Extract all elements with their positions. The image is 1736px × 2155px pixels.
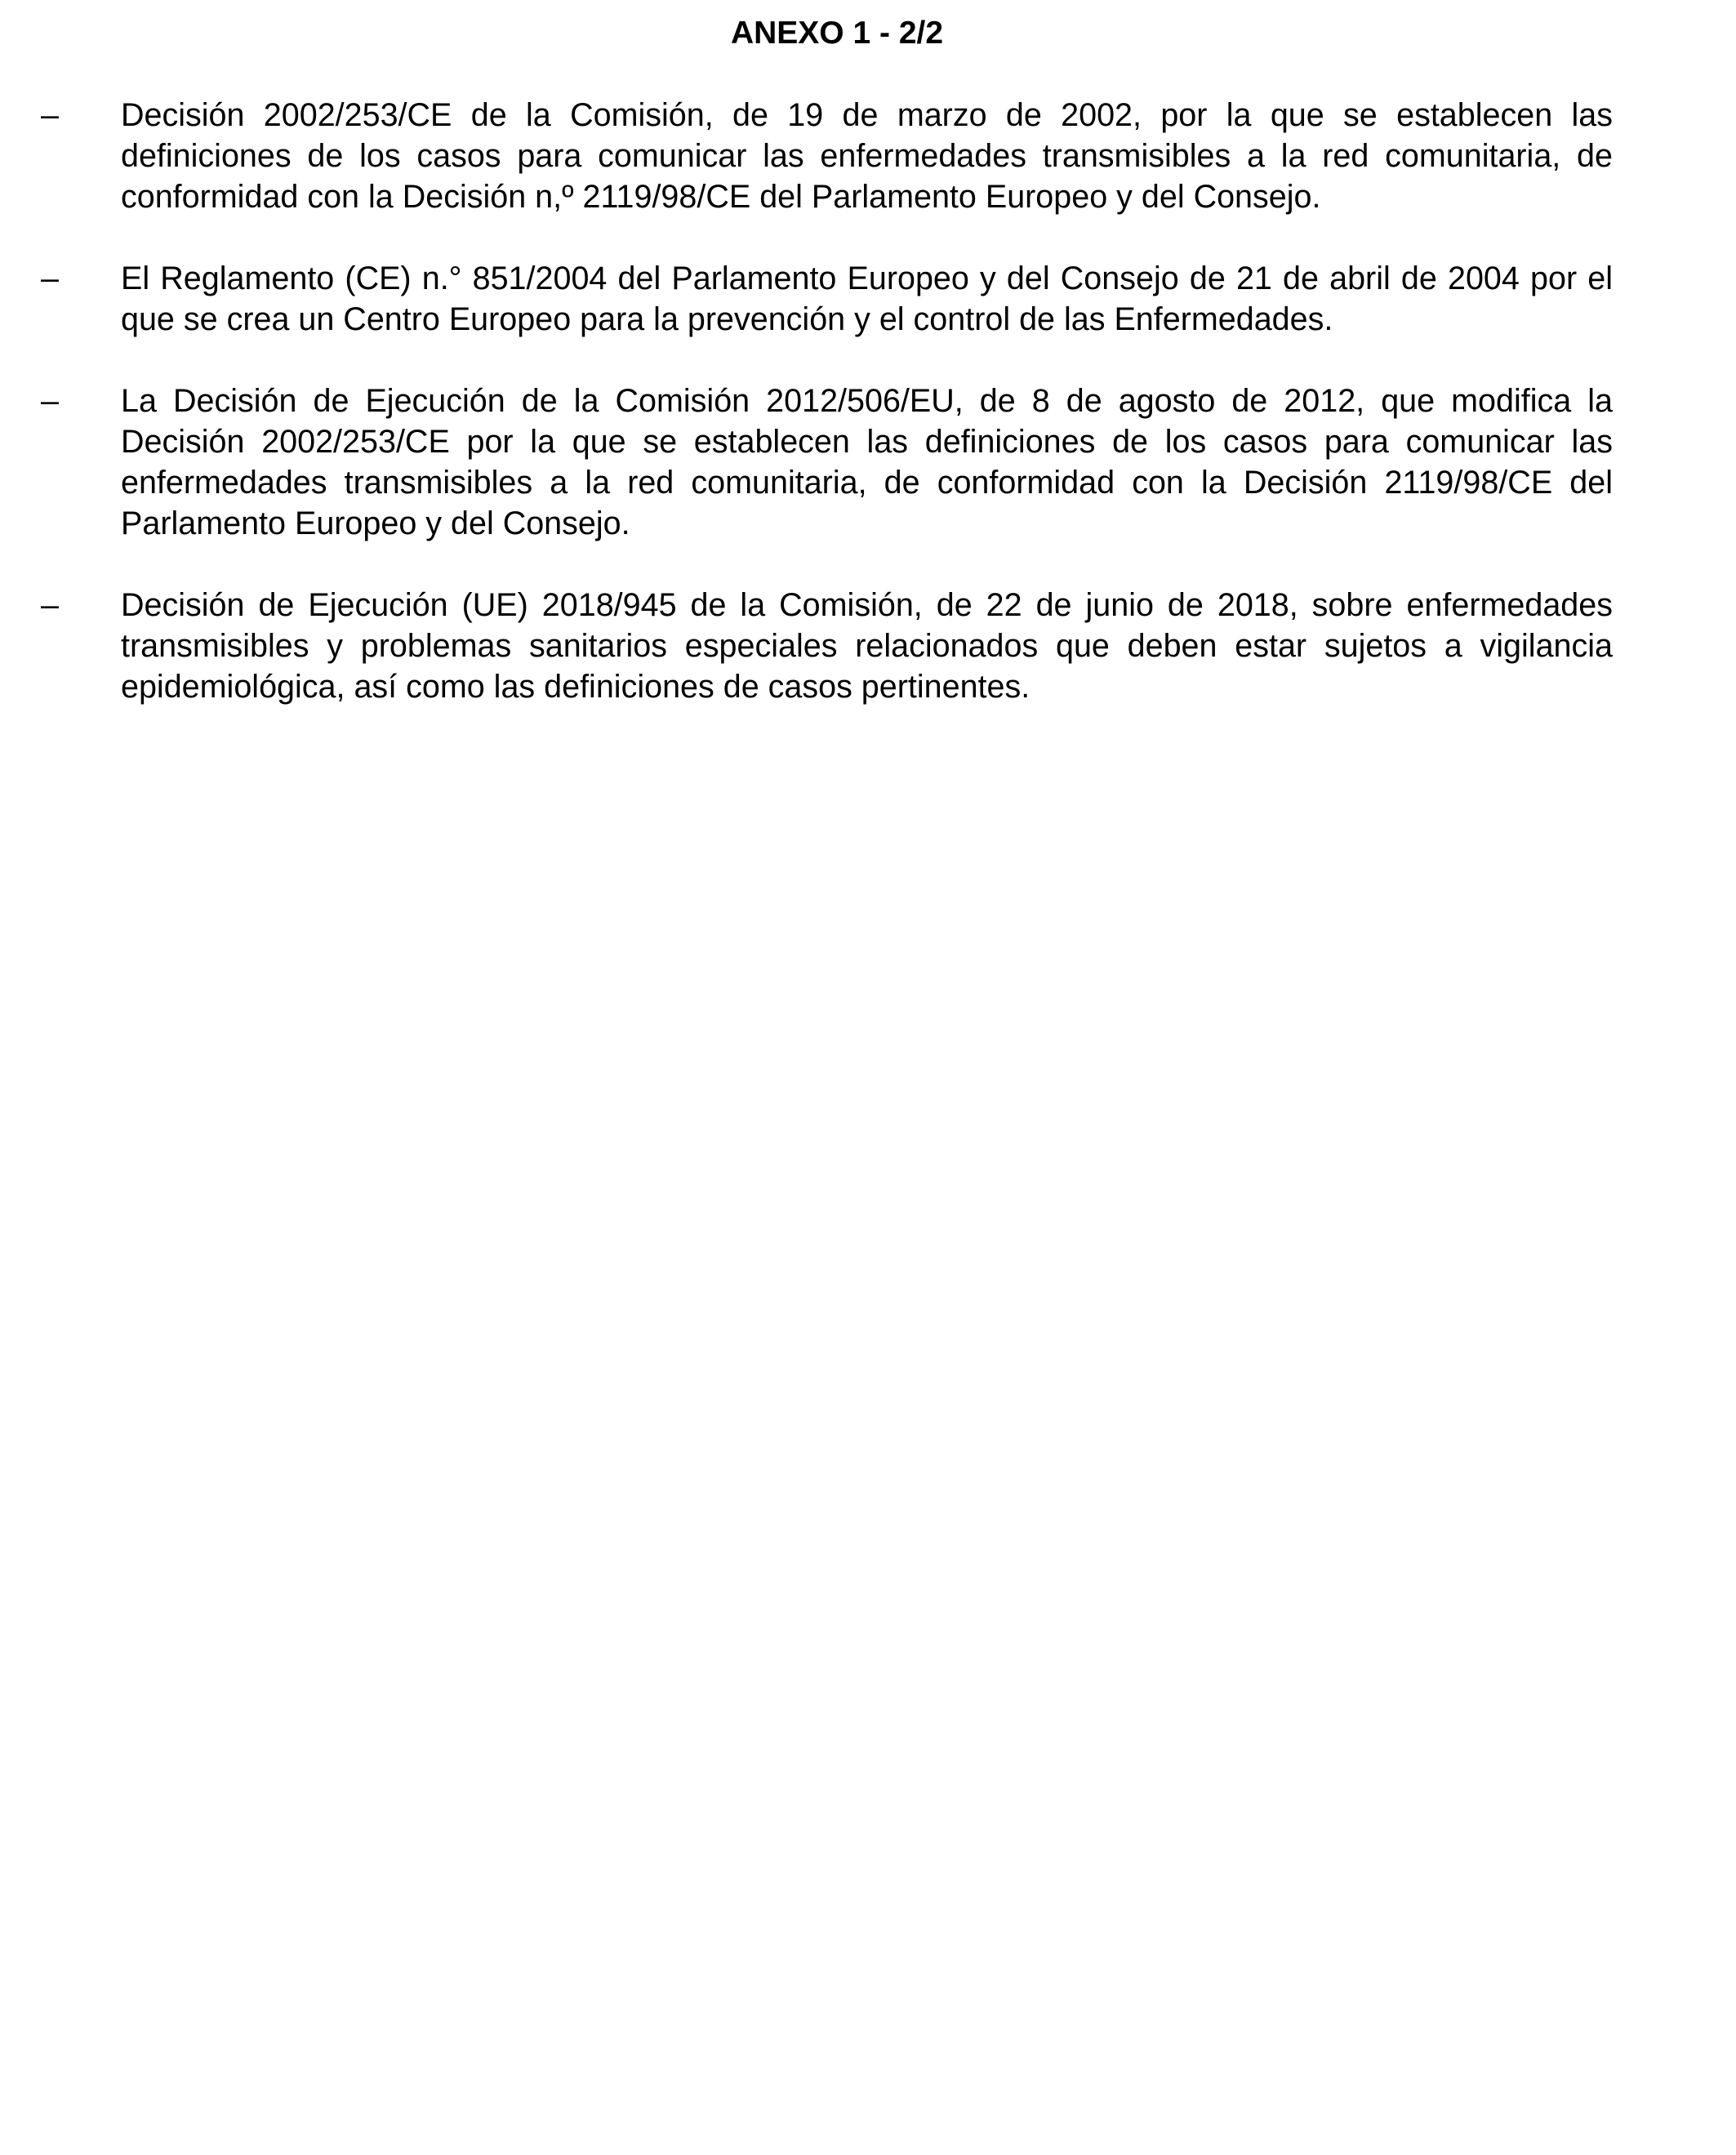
list-item-text: El Reglamento (CE) n.° 851/2004 del Parlamento Europeo y del Consejo de 21 de abril de 2004 por el que se crea un Centro Europeo para la prevención y el control de las Enfermedades. — [121, 260, 1613, 337]
dash-bullet-icon: – — [41, 260, 59, 296]
list-item — [41, 95, 1613, 217]
dash-bullet-icon: – — [41, 383, 59, 419]
list-item-text: Decisión de Ejecución (UE) 2018/945 de la Comisión, de 22 de junio de 2018, sobre enfermedades transmisibles y problemas sanitarios especiales relacionados que deben estar sujetos a vigilancia epidemiológica, así como las definiciones de casos pertinentes. — [121, 587, 1613, 705]
list-item — [41, 585, 1613, 707]
list-item — [41, 258, 1613, 340]
page-title: ANEXO 1 - 2/2 — [730, 16, 944, 51]
legislation-list — [41, 95, 1613, 748]
list-item-text: La Decisión de Ejecución de la Comisión 2012/506/EU, de 8 de agosto de 2012, que modifica la Decisión 2002/253/CE por la que se establecen las definiciones de los casos para comunicar las enfermedades transmisibles a la red comunitaria, de conformidad con la Decisión 2119/98/CE del Parlamento Europeo y del Consejo. — [121, 383, 1613, 541]
list-item — [41, 381, 1613, 544]
dash-bullet-icon: – — [41, 587, 59, 623]
list-item-text: Decisión 2002/253/CE de la Comisión, de 19 de marzo de 2002, por la que se establecen las definiciones de los casos para comunicar las enfermedades transmisibles a la red comunitaria, de conformidad con la Decisión n,º 2119/98/CE del Parlamento Europeo y del Consejo. — [121, 97, 1613, 215]
dash-bullet-icon: – — [41, 97, 59, 133]
